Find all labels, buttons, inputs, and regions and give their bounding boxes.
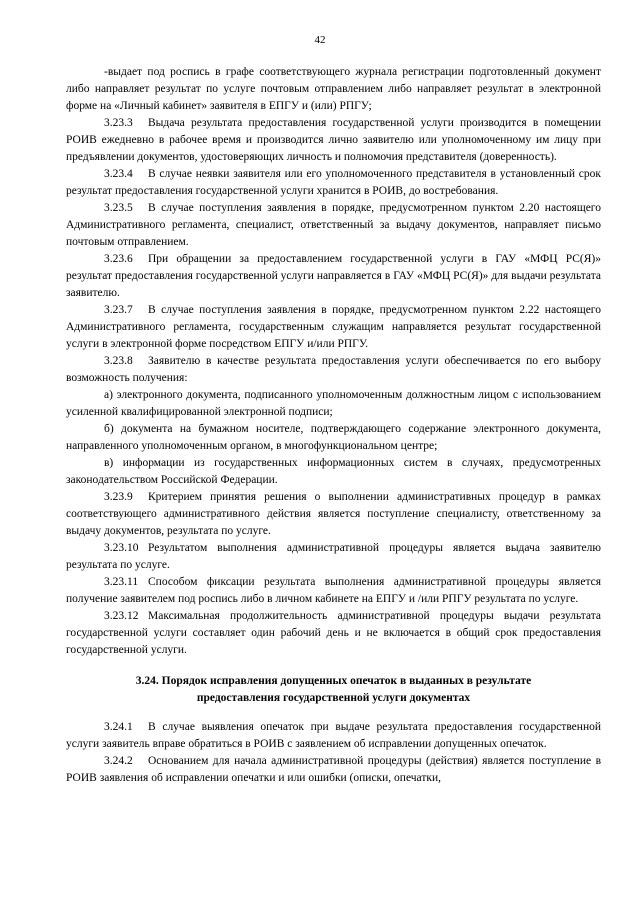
clause-number: 3.23.7 [104, 304, 133, 316]
paragraph [66, 387, 601, 421]
clause-number: 3.23.4 [104, 168, 133, 180]
paragraph [66, 489, 601, 540]
clause-number: 3.23.9 [104, 491, 133, 503]
paragraph-text: -выдает под роспись в графе соответствующего журнала регистрации подготовленный документ либо направляет результат по услуге почтовым отправлением либо направляет результат в электронной форме на «Личный кабинет» заявителя в ЕПГУ и (или) РПГУ; [66, 66, 601, 112]
paragraph-text: в) информации из государственных информационных систем в случаях, предусмотренных законодательством Российской Федерации. [66, 457, 601, 486]
paragraph-text: В случае поступления заявления в порядке, предусмотренном пунктом 2.22 настоящего Административного регламента, государственным служащим направляется результат государственной услуги в электронной форме посредством ЕПГУ и/или РПГУ. [66, 304, 601, 350]
clause-number: 3.24.1 [104, 721, 133, 733]
document-body [66, 64, 601, 787]
clause-number: 3.23.3 [104, 117, 133, 129]
paragraph [66, 608, 601, 659]
paragraph [66, 719, 601, 753]
clause-number: 3.23.5 [104, 202, 133, 214]
paragraph-group-3-23 [66, 64, 601, 659]
paragraph-text: Заявителю в качестве результата предоставления услуги обеспечивается по его выбору возможность получения: [66, 355, 601, 384]
paragraph-text: а) электронного документа, подписанного уполномоченным должностным лицом с использованием усиленной квалифицированной электронной подписи; [66, 389, 601, 418]
paragraph-text: Максимальная продолжительность административной процедуры выдачи результата государственной услуги составляет один рабочий день и не включается в общий срок предоставления государственной услуги. [66, 610, 601, 656]
paragraph-text: Способом фиксации результата выполнения административной процедуры является получение заявителем под роспись либо в личном кабинете на ЕПГУ и /или РПГУ результата по услуге. [66, 576, 601, 605]
paragraph [66, 540, 601, 574]
paragraph-text: При обращении за предоставлением государственной услуги в ГАУ «МФЦ РС(Я)» результат предоставления государственной услуги направляется в ГАУ «МФЦ РС(Я)» для выдачи результата заявителю. [66, 253, 601, 299]
clause-number: 3.23.6 [104, 253, 133, 265]
paragraph-text: В случае поступления заявления в порядке, предусмотренном пунктом 2.20 настоящего Административного регламента, специалист, ответственный за выдачу документов, направляет письмо почтовым отправлением. [66, 202, 601, 248]
paragraph [66, 353, 601, 387]
paragraph [66, 115, 601, 166]
paragraph-text: Критерием принятия решения о выполнении административных процедур в рамках соответствующего административного действия является поступление специалисту, ответственному за выдачу документов, результата по услуге. [66, 491, 601, 537]
paragraph [66, 302, 601, 353]
paragraph [66, 455, 601, 489]
paragraph [66, 574, 601, 608]
clause-number: 3.23.8 [104, 355, 133, 367]
page-number: 42 [314, 34, 326, 46]
paragraph [66, 64, 601, 115]
paragraph-text: Выдача результата предоставления государственной услуги производится в помещении РОИВ ежедневно в рабочее время и производится лично заявителю или уполномоченному им лицу при предъявлении документов, удостоверяющих личность и полномочия представителя (доверенность). [66, 117, 601, 163]
paragraph [66, 421, 601, 455]
paragraph-text: б) документа на бумажном носителе, подтверждающего содержание электронного документа, направленного уполномоченным органом, в многофункциональном центре; [66, 423, 601, 452]
paragraph [66, 166, 601, 200]
paragraph-text: В случае неявки заявителя или его уполномоченного представителя в установленный срок результат предоставления государственной услуги хранится в РОИВ, до востребования. [66, 168, 601, 197]
clause-number: 3.24.2 [104, 755, 133, 767]
paragraph [66, 753, 601, 787]
clause-number: 3.23.12 [104, 610, 139, 622]
paragraph-text: В случае выявления опечаток при выдаче результата предоставления государственной услуги заявитель вправе обратиться в РОИВ с заявлением об исправлении допущенных опечаток. [66, 721, 601, 750]
paragraph-text: Основанием для начала административной процедуры (действия) является поступление в РОИВ заявления об исправлении опечатки и или ошибки (описки, опечатки, [66, 755, 601, 784]
paragraph-group-3-24 [66, 719, 601, 787]
section-heading: 3.24. Порядок исправления допущенных опечаток в выданных в результате предоставления государственной услуги документах [135, 675, 532, 704]
clause-number: 3.23.10 [104, 542, 139, 554]
paragraph [66, 251, 601, 302]
paragraph-text: Результатом выполнения административной процедуры является выдача заявителю результата по услуге. [66, 542, 601, 571]
paragraph [66, 200, 601, 251]
clause-number: 3.23.11 [104, 576, 139, 588]
